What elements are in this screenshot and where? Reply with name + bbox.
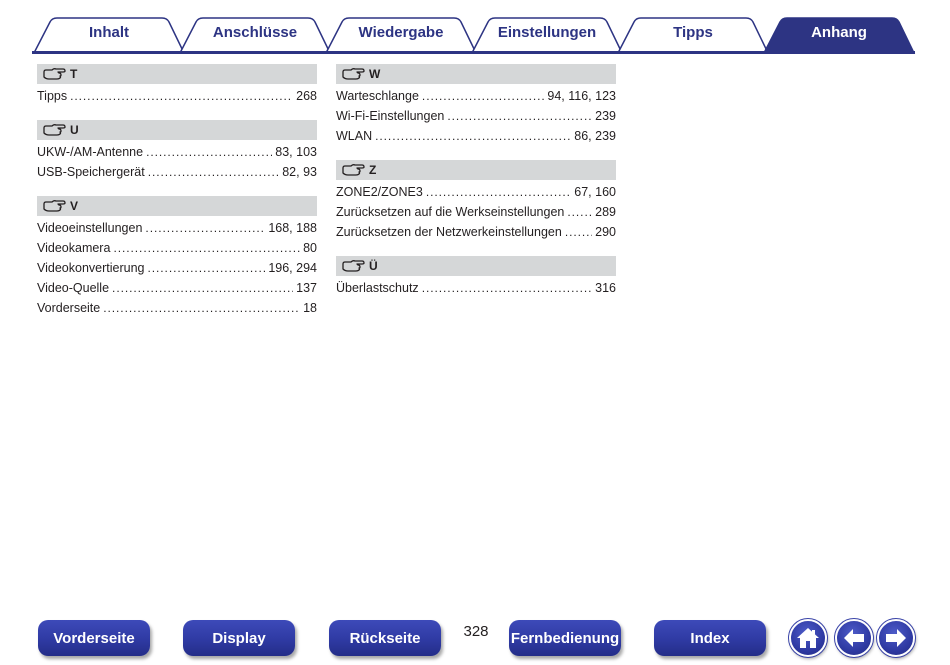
pointing-hand-icon (342, 68, 369, 80)
dot-leader (447, 106, 592, 126)
index-entry-term: Videoeinstellungen (37, 221, 143, 235)
index-section (336, 256, 616, 298)
index-entry[interactable] (336, 182, 616, 202)
dot-leader (113, 238, 300, 258)
index-entry-term: Videokonvertierung (37, 261, 145, 275)
front-panel-button-label: Vorderseite (53, 629, 135, 647)
index-entry-pages[interactable]: 316 (595, 281, 616, 295)
index-entry-pages[interactable]: 18 (303, 301, 317, 315)
index-entry-term: Warteschlange (336, 89, 419, 103)
index-section (37, 196, 317, 318)
index-entry[interactable] (37, 162, 317, 182)
index-entry-pages[interactable]: 80 (303, 241, 317, 255)
dot-leader (375, 126, 571, 146)
index-entry-pages[interactable]: 168, 188 (268, 221, 317, 235)
index-entry[interactable] (37, 238, 317, 258)
index-letter: Ü (369, 259, 378, 273)
arrow-right-icon (883, 625, 909, 651)
index-entry[interactable] (336, 278, 616, 298)
index-entry[interactable] (336, 202, 616, 222)
dot-leader (70, 86, 293, 106)
display-button-label: Display (212, 629, 266, 647)
index-entry[interactable] (37, 142, 317, 162)
remote-control-button-label: Fernbedienung (510, 629, 620, 647)
index-entry-pages[interactable]: 86, 239 (574, 129, 616, 143)
index-entry-pages[interactable]: 289 (595, 205, 616, 219)
pointing-hand-icon (43, 68, 70, 80)
previous-page-button[interactable] (835, 619, 873, 657)
index-entry-pages[interactable]: 239 (595, 109, 616, 123)
index-entry-pages[interactable]: 137 (296, 281, 317, 295)
index-entry[interactable] (336, 222, 616, 242)
index-entry-term: UKW-/AM-Antenne (37, 145, 144, 159)
index-letter: V (70, 199, 79, 213)
index-letter: T (70, 67, 78, 81)
tab-anschluesse[interactable]: Anschlüsse (212, 24, 298, 41)
dot-leader (148, 162, 280, 182)
index-entry-term: Zurücksetzen der Netzwerkeinstellungen (336, 225, 562, 239)
section-gap (336, 146, 616, 160)
tab-tipps[interactable]: Tipps (673, 24, 713, 41)
index-entry-term: Wi-Fi-Einstellungen (336, 109, 445, 123)
arrow-left-icon (841, 625, 867, 651)
index-entry-term: Tipps (37, 89, 68, 103)
tab-bar (0, 0, 950, 56)
index-entry-pages[interactable]: 290 (595, 225, 616, 239)
index-entry-pages[interactable]: 82, 93 (282, 165, 317, 179)
dot-leader (422, 86, 544, 106)
index-entry-term: Videokamera (37, 241, 111, 255)
index-entry-pages[interactable]: 268 (296, 89, 317, 103)
index-section-header (336, 160, 616, 180)
dot-leader (567, 202, 592, 222)
index-section (37, 64, 317, 106)
index-letter: U (70, 123, 79, 137)
index-letter: Z (369, 163, 377, 177)
tab-inhalt[interactable]: Inhalt (89, 24, 129, 41)
rear-panel-button-label: Rückseite (349, 629, 421, 647)
tab-anhang[interactable]: Anhang (811, 24, 867, 41)
index-entry-term: Überlastschutz (336, 281, 419, 295)
tab-einstellungen[interactable]: Einstellungen (497, 24, 597, 41)
index-entry[interactable] (336, 86, 616, 106)
rear-panel-button[interactable] (329, 620, 441, 656)
index-entry-pages[interactable]: 196, 294 (268, 261, 317, 275)
section-gap (37, 182, 317, 196)
index-column-right (336, 64, 616, 298)
index-section (37, 120, 317, 182)
dot-leader (103, 298, 300, 318)
remote-control-button[interactable] (509, 620, 621, 656)
index-entry[interactable] (37, 298, 317, 318)
index-section-header (336, 64, 616, 84)
index-entry-term: Vorderseite (37, 301, 101, 315)
page-number: 328 (463, 623, 489, 640)
dot-leader (147, 258, 265, 278)
display-button[interactable] (183, 620, 295, 656)
index-entry[interactable] (336, 106, 616, 126)
pointing-hand-icon (342, 260, 369, 272)
home-icon (795, 625, 821, 651)
index-section-header (37, 196, 317, 216)
index-entry-pages[interactable]: 94, 116, 123 (547, 89, 616, 103)
index-button[interactable] (654, 620, 766, 656)
index-entry[interactable] (37, 218, 317, 238)
index-letter: W (369, 67, 381, 81)
dot-leader (146, 142, 272, 162)
dot-leader (426, 182, 571, 202)
index-section-header (336, 256, 616, 276)
index-section (336, 160, 616, 242)
dot-leader (565, 222, 592, 242)
index-entry[interactable] (37, 86, 317, 106)
pointing-hand-icon (43, 200, 70, 212)
index-section (336, 64, 616, 146)
index-entry-pages[interactable]: 67, 160 (574, 185, 616, 199)
index-button-label: Index (690, 629, 730, 647)
index-section-header (37, 64, 317, 84)
section-gap (336, 242, 616, 256)
index-entry-term: Video-Quelle (37, 281, 110, 295)
index-column-left (37, 64, 317, 318)
index-entry-term: ZONE2/ZONE3 (336, 185, 423, 199)
index-entry[interactable] (37, 258, 317, 278)
dot-leader (422, 278, 592, 298)
index-entry[interactable] (336, 126, 616, 146)
dot-leader (112, 278, 293, 298)
next-page-button[interactable] (877, 619, 915, 657)
index-section-header (37, 120, 317, 140)
pointing-hand-icon (342, 164, 369, 176)
pointing-hand-icon (43, 124, 70, 136)
index-entry-term: Zurücksetzen auf die Werkseinstellungen (336, 205, 565, 219)
index-entry[interactable] (37, 278, 317, 298)
index-entry-term: USB-Speichergerät (37, 165, 145, 179)
home-button[interactable] (789, 619, 827, 657)
index-entry-term: WLAN (336, 129, 373, 143)
section-gap (37, 106, 317, 120)
dot-leader (145, 218, 265, 238)
index-entry-pages[interactable]: 83, 103 (275, 145, 317, 159)
tab-wiedergabe[interactable]: Wiedergabe (358, 24, 444, 41)
front-panel-button[interactable] (38, 620, 150, 656)
